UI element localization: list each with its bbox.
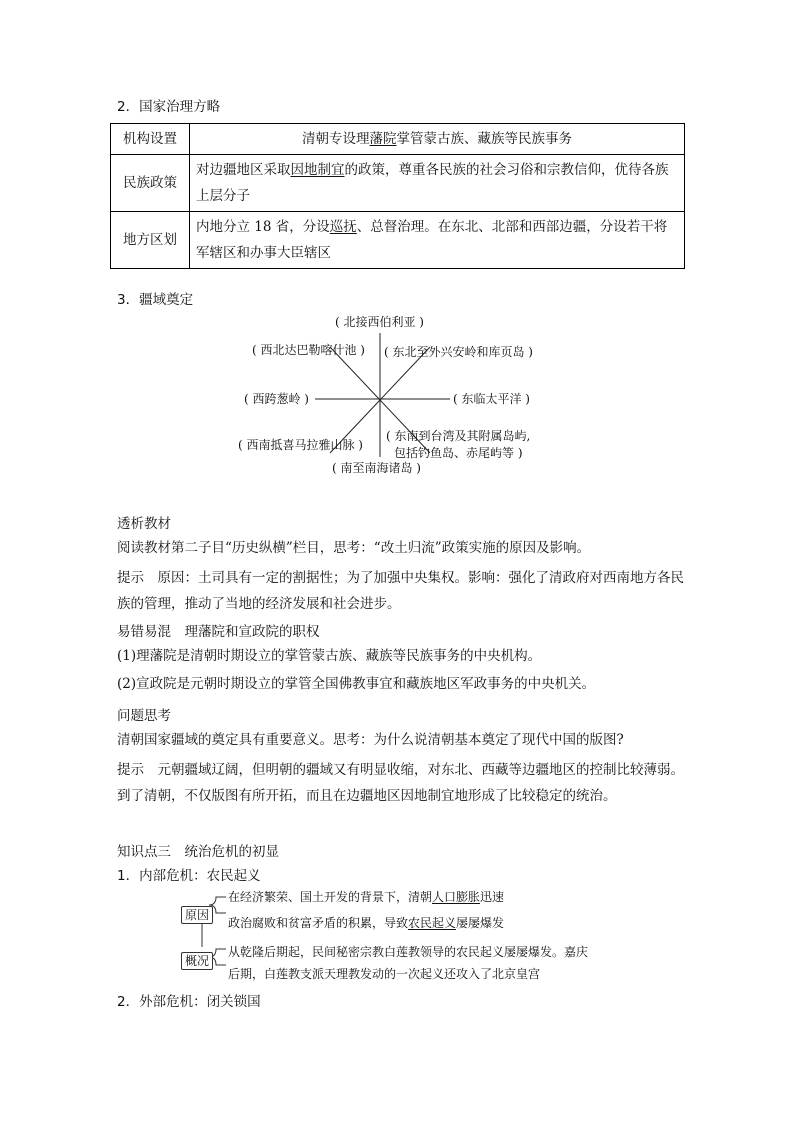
direction-northwest: ( 西北达巴勒喀什池 ) — [252, 343, 365, 357]
thinking-title: 问题思考 — [117, 708, 171, 724]
cause-line-2: 政治腐败和贫富矛盾的积累，导致农民起义屡屡爆发 — [228, 916, 505, 930]
overview-line-1: 从乾隆后期起，民间秘密宗教白莲教领导的农民起义屡屡爆发。嘉庆 — [228, 945, 589, 959]
direction-southeast-line1: ( 东南到台湾及其附属岛屿, — [386, 429, 531, 443]
subheading-internal-crisis: 1．内部危机：农民起义 — [117, 868, 261, 884]
governance-table — [110, 123, 685, 269]
row-value: 内地分立 18 省，分设巡抚、总督治理。在东北、北部和西部边疆，分设若干将军辖区和办事大臣辖区 — [190, 212, 685, 269]
table-row — [111, 155, 685, 212]
direction-southeast-line2: 包括钓鱼岛、赤尾屿等 ) — [394, 446, 523, 460]
overview-line-2: 后期，白莲教支派天理教发动的一次起义还攻入了北京皇宫 — [228, 967, 541, 981]
analysis-title: 透析教材 — [117, 516, 171, 532]
confusion-item-2: (2)宣政院是元朝时期设立的掌管全国佛教事宜和藏族地区军政事务的中央机关。 — [117, 676, 596, 692]
table-row — [111, 124, 685, 155]
row-value: 清朝专设理藩院掌管蒙古族、藏族等民族事务 — [190, 124, 685, 155]
direction-north: ( 北接西伯利亚 ) — [335, 315, 424, 329]
analysis-hint: 提示 原因：土司具有一定的割据性；为了加强中央集权。影响：强化了清政府对西南地方各民族的管理，推动了当地的经济发展和社会进步。 — [117, 570, 684, 612]
table-row — [111, 212, 685, 269]
direction-southwest: ( 西南抵喜马拉雅山脉 ) — [238, 438, 363, 452]
analysis-question: 阅读教材第二子目“历史纵横”栏目，思考：“改土归流”政策实施的原因及影响。 — [117, 540, 591, 556]
row-key: 民族政策 — [111, 155, 190, 212]
confusion-item-1: (1)理藩院是清朝时期设立的掌管蒙古族、藏族等民族事务的中央机构。 — [117, 648, 542, 664]
row-key: 机构设置 — [111, 124, 190, 155]
thinking-question: 清朝国家疆域的奠定具有重要意义。思考：为什么说清朝基本奠定了现代中国的版图? — [117, 732, 624, 748]
section-heading-governance: 2．国家治理方略 — [117, 99, 221, 115]
direction-south: ( 南至南海诸岛 ) — [332, 461, 421, 475]
direction-west: ( 西跨葱岭 ) — [244, 392, 309, 406]
tag-overview: 概况 — [181, 952, 213, 970]
direction-east: ( 东临太平洋 ) — [453, 392, 530, 406]
cause-line-1: 在经济繁荣、国土开发的背景下，清朝人口膨胀迅速 — [228, 890, 505, 904]
tag-cause: 原因 — [181, 906, 213, 924]
row-key: 地方区划 — [111, 212, 190, 269]
row-value: 对边疆地区采取因地制宜的政策，尊重各民族的社会习俗和宗教信仰，优待各族上层分子 — [190, 155, 685, 212]
section-heading-territory: 3．疆域奠定 — [117, 292, 194, 308]
knowledge-point-title: 知识点三 统治危机的初显 — [117, 844, 279, 860]
subheading-external-crisis: 2．外部危机：闭关锁国 — [117, 994, 261, 1010]
confusion-title: 易错易混 理藩院和宣政院的职权 — [117, 624, 320, 640]
thinking-hint: 提示 元朝疆域辽阔，但明朝的疆域又有明显收缩，对东北、西藏等边疆地区的控制比较薄弱。到了清朝，不仅版图有所开拓，而且在边疆地区因地制宜地形成了比较稳定的统治。 — [117, 762, 684, 804]
direction-northeast: ( 东北至外兴安岭和库页岛 ) — [384, 345, 533, 359]
